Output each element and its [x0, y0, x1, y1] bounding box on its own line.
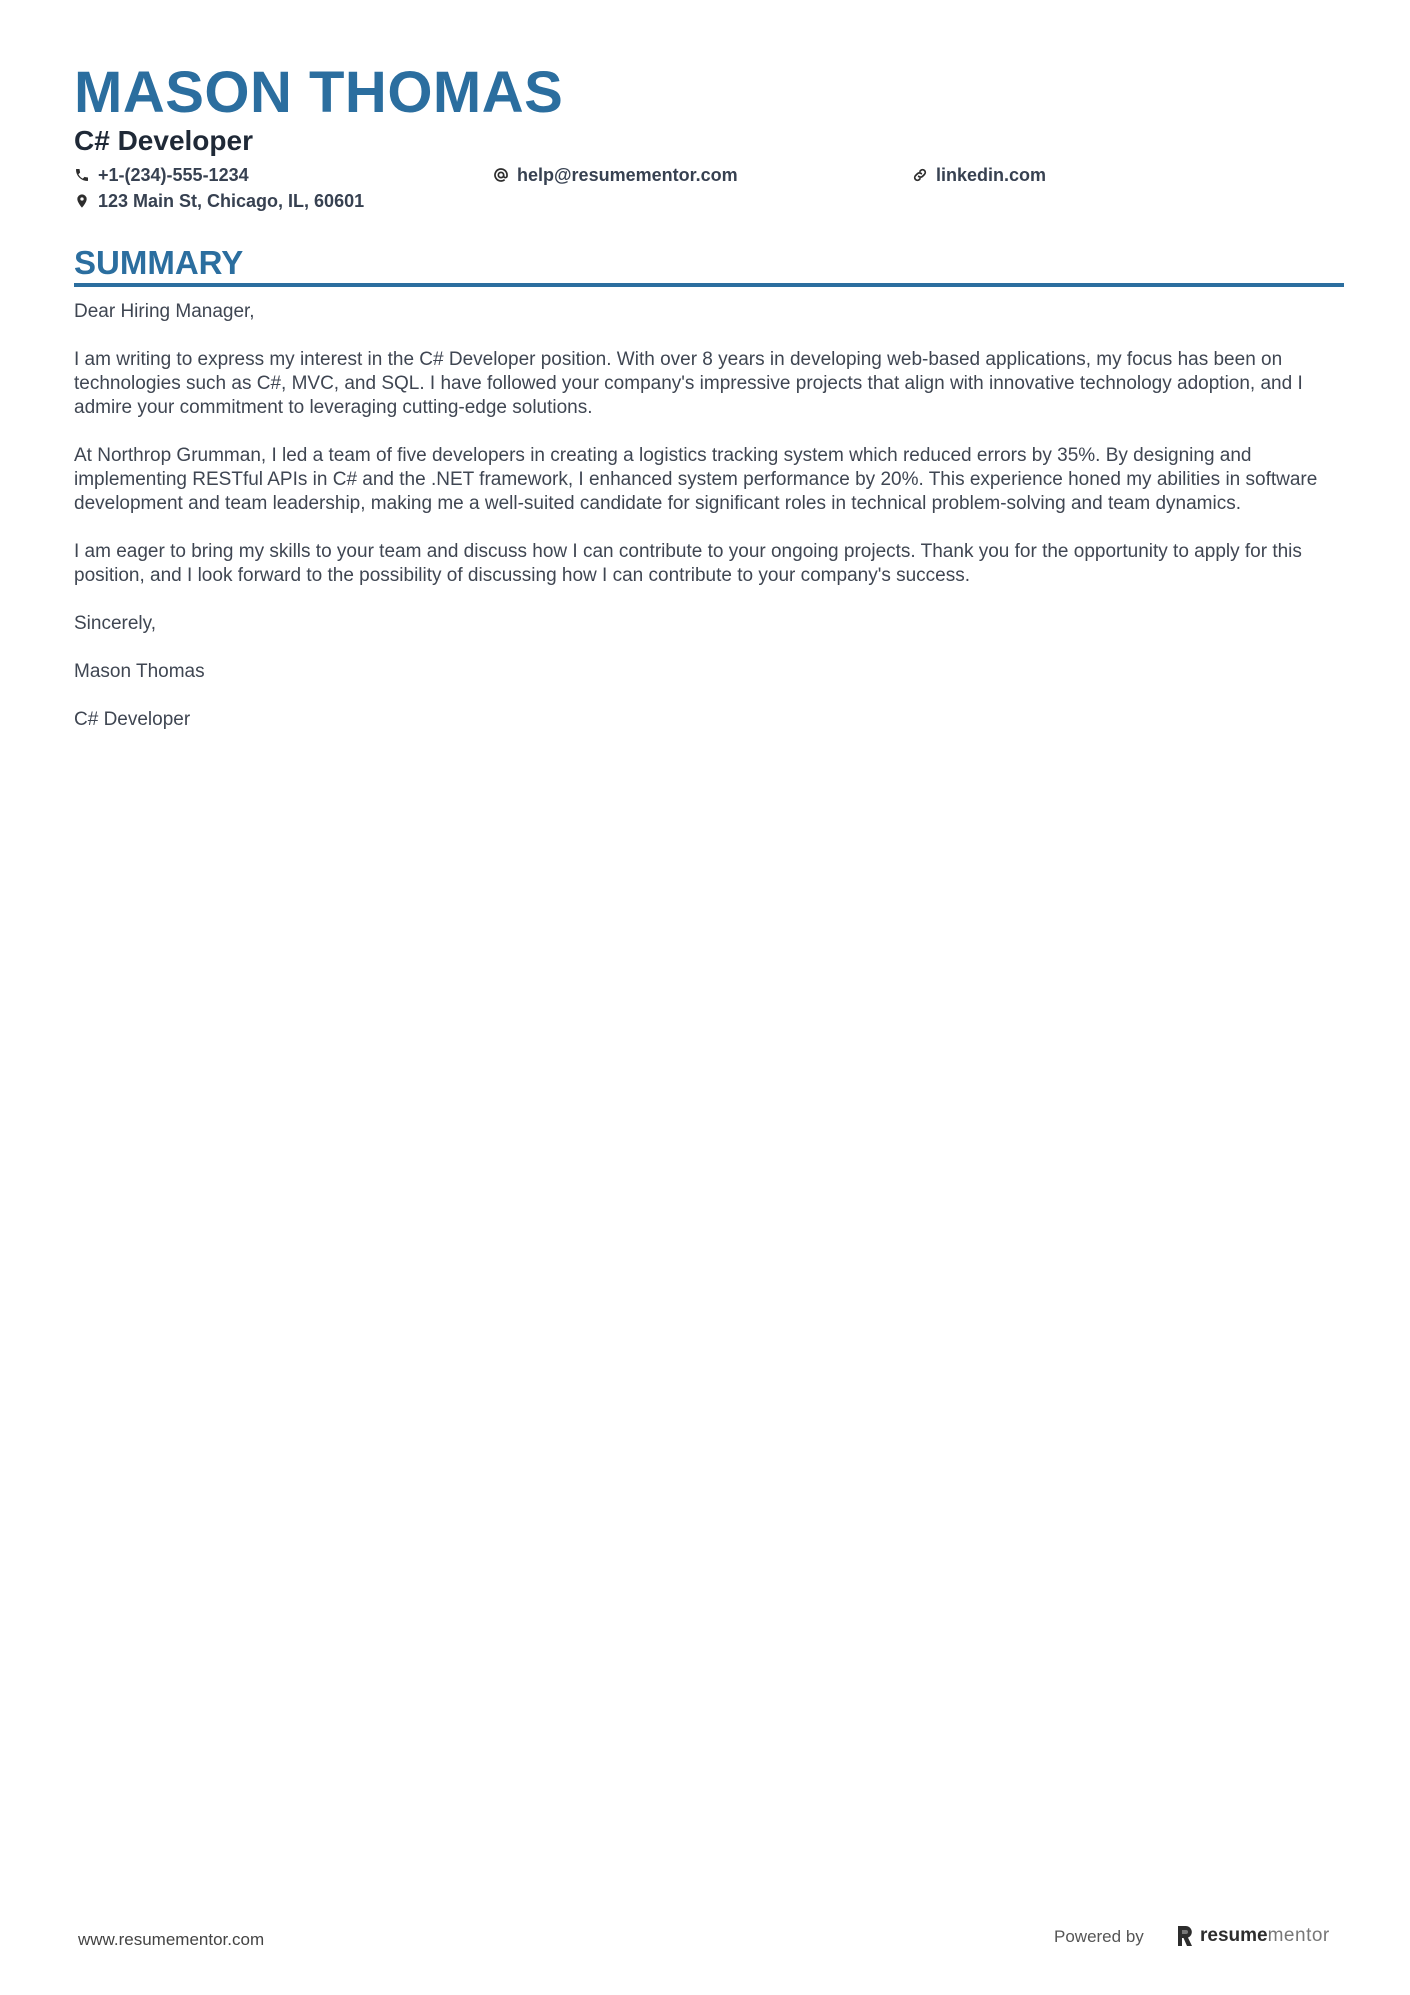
email-text[interactable]: help@resumementor.com	[517, 165, 738, 185]
job-title: C# Developer	[74, 125, 253, 156]
phone-text: +1-(234)-555-1234	[98, 165, 249, 185]
letter-paragraph: I am writing to express my interest in the C# Developer position. With over 8 years in developing web-based applications, my focus has been on technologies such as C#, MVC, and SQL. I have followed your company's impressive projects that align with innovative technology adoption, and I admire your commitment to leveraging cutting-edge solutions.	[74, 349, 1303, 418]
brand-name-part2: mentor	[1267, 1925, 1330, 1946]
section-divider	[74, 283, 1344, 287]
contact-address	[74, 190, 493, 212]
powered-by-label: Powered by	[1054, 1927, 1144, 1946]
at-icon	[493, 167, 509, 183]
contact-email[interactable]	[493, 164, 912, 186]
contact-phone	[74, 164, 493, 186]
link-icon	[912, 167, 928, 183]
candidate-name: MASON THOMAS	[74, 60, 564, 125]
closing: Sincerely,	[74, 613, 157, 634]
brand-name-part1: resume	[1200, 1925, 1268, 1946]
signature-name: Mason Thomas	[74, 661, 205, 682]
signature-title: C# Developer	[74, 709, 191, 730]
cover-letter-body	[74, 300, 1344, 756]
phone-icon	[74, 167, 90, 183]
letter-paragraph: At Northrop Grumman, I led a team of five developers in creating a logistics tracking system which reduced errors by 35%. By designing and implementing RESTful APIs in C# and the .NET framework, I enhanced system performance by 20%. This experience honed my abilities in software development and team leadership, making me a well-suited candidate for significant roles in technical problem-solving and team dynamics.	[74, 445, 1318, 514]
letter-paragraph: I am eager to bring my skills to your team and discuss how I can contribute to your ongoing projects. Thank you for the opportunity to apply for this position, and I look forward to the possibility of discussing how I can contribute to your company's success.	[74, 541, 1302, 586]
footer-website-link[interactable]: www.resumementor.com	[78, 1930, 265, 1949]
address-text: 123 Main St, Chicago, IL, 60601	[98, 191, 365, 211]
brand-mark-icon	[1176, 1926, 1194, 1946]
location-pin-icon	[74, 193, 90, 209]
linkedin-text[interactable]: linkedin.com	[936, 165, 1047, 185]
contact-linkedin[interactable]	[912, 164, 1331, 186]
salutation: Dear Hiring Manager,	[74, 301, 255, 322]
section-title-summary: SUMMARY	[74, 244, 244, 281]
contact-row	[74, 190, 1344, 212]
contact-row	[74, 164, 1344, 186]
brand-logo[interactable]	[1176, 1924, 1330, 1948]
